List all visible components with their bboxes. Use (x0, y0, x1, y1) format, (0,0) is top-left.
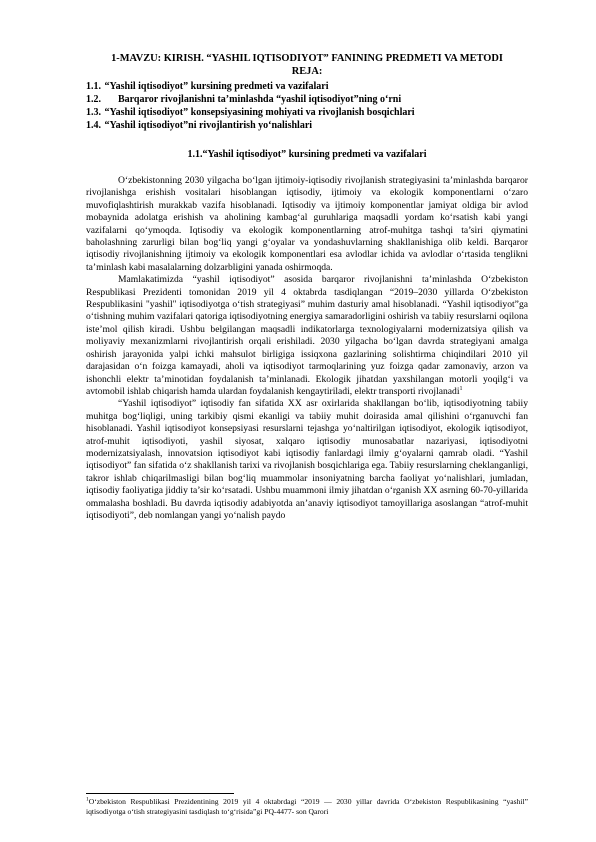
plan-item (86, 93, 528, 106)
plan-item-text: “Yashil iqtisodiyot”ni rivojlantirish yo‘nalishlari (104, 120, 313, 131)
section-heading: 1.1.“Yashil iqtisodiyot” kursining predmeti va vazifalari (187, 149, 427, 160)
plan-item-text: “Yashil iqtisodiyot” konsepsiyasining mohiyati va rivojlanish bosqichlari (104, 107, 415, 118)
plan-item (86, 119, 528, 132)
body-paragraph (86, 274, 528, 398)
plan-label: REJA: (291, 66, 323, 77)
plan-item-text: “Yashil iqtisodiyot” kursining predmeti va vazifalari (104, 81, 329, 92)
plan-item-number: 1.2. (86, 94, 101, 105)
plan-item-number: 1.3. (86, 107, 101, 118)
plan-item-number: 1.4. (86, 120, 101, 131)
plan-item-text: Barqaror rivojlanishni ta’minlashda “yashil iqtisodiyot”ning o‘rni (118, 94, 402, 105)
plan-item-number: 1.1. (86, 81, 101, 92)
plan-item (86, 106, 528, 119)
footnote-number: 1 (86, 796, 89, 803)
footnote (86, 797, 528, 817)
body-paragraph: “Yashil iqtisodiyot” iqtisodiy fan sifatida XX asr oxirlarida shakllangan bo‘lib, iqtisodiyotning tabiiy muhitga bog‘liqligi, uning tarkibiy qismi ekanligi va tabiiy muhit doirasida amal qilishini o‘rganuvchi fan hisoblanadi. Yashil iqtisodiyot konsepsiyasi resurslarni tejashga yo‘naltirilgan iqtisodiyot, ekologik iqtisodiyot, atrof-muhit iqtisodiyoti, yashil siyosat, xalqaro iqtisodiy munosabatlar nazariyasi, iqtisodiyotni modernizatsiyalash, innovatsion iqtisodiyot kabi iqtisodiy fanlardagi ilmiy g‘oyalarni qamrab oladi. “Yashil iqtisodiyot” fan sifatida o‘z shakllanish tarixi va rivojlanish bosqichlariga ega. Tabiiy resurslarning cheklanganligi, takror ishlab chiqarilmasligi bilan bog‘liq muammolar insoniyatning barcha faoliyat yo‘nalishlari, jumladan, iqtisodiy faoliyatiga jiddiy ta’sir ko‘rsatadi. Ushbu muammoni ilmiy jihatdan o‘rganish XX asrning 60-70-yillarida ommalasha boshladi. Bu davrda iqtisodiy adabiyotda an’anaviy iqtisodiyot tamoyillariga asoslangan “atrof-muhit iqtisodiyoti”, deb nomlangan yangi yo‘nalish paydo (86, 398, 528, 521)
footnote-divider (86, 793, 234, 794)
plan-list (86, 80, 528, 132)
body-paragraph: O‘zbekistonning 2030 yilgacha bo‘lgan ijtimoiy-iqtisodiy rivojlanish strategiyasini ta’minlashda barqaror rivojlanishga erishish vositalari hisoblangan iqtisodiy, ijtimoiy va ekologik komponentlarni o‘zaro muvofiqlashtirish murakkab vazifa hisoblanadi. Iqtisodiy va ijtimoiy komponentlar jamiyat oldiga bir avlod mobaynida adolatga erishish va aholining kambag‘al guruhlariga maqsadli yordam ko‘rsatish kabi yangi vazifalarni qo‘ymoqda. Iqtisodiy va ekologik komponentlarning atrof-muhitga tashqi ta’siri qiymatini baholashning zarurligi bilan bog‘liq yangi g‘oyalar va yondashuvlarning shakllanishiga olib keldi. Barqaror iqtisodiy rivojlanishning ijtimoiy va ekologik komponentlari esa avlodlar ichida va avlodlar o‘rtasida tenglikni ta’minlash kabi masalalarning dolzarbligini yanada oshirmoqda. (86, 175, 528, 273)
plan-item (86, 80, 528, 93)
footnote-reference[interactable]: 1 (459, 385, 463, 392)
footnote-text: O‘zbekiston Respublikasi Prezidentining 2019 yil 4 oktabrdagi “2019 — 2030 yillar davrida O‘zbekiston Respublikasining “yashil” iqtisodiyotga o‘tish strategiyasini tasdiqlash to‘g‘risida”gi PQ-4477- son Qarori (86, 797, 528, 816)
document-page (86, 52, 528, 522)
document-title: 1-MAVZU: KIRISH. “YASHIL IQTISODIYOT” FANINING PREDMETI VA METODI (111, 53, 503, 64)
body-paragraph-text: Mamlakatimizda “yashil iqtisodiyot” asosida barqaror rivojlanishni ta’minlashda O‘zbekiston Respublikasi Prezidenti tomonidan 2019 yil 4 oktabrda tasdiqlangan “2019–2030 yillarda O‘zbekiston Respublikasini "yashil" iqtisodiyotga o‘tish strategiyasi” muhim dasturiy amal hisoblanadi. “Yashil iqtisodiyot”ga o‘tishning muhim vazifalari qatoriga iqtisodiyotning energiya samaradorligini oshirish va tabiiy resurslarni oqilona iste’mol qilish kiradi. Ushbu belgilangan maqsadli indikatorlarga texnologiyalarni modernizatsiya qilish va moliyaviy mexanizmlarni rivojlantirish orqali erishiladi. 2030 yilgacha bo‘lgan davrda strategiyani amalga oshirish jarayonida yalpi ichki mahsulot birligiga issiqxona gazlarining solishtirma chiqindilari 2010 yil darajasidan o‘n foizga kamayadi, aholi va iqtisodiyot tarmoqlarining yuz foizga qadar zamonaviy, arzon va ishonchli elektr ta’minotidan foydalanish ta’minlanadi. Ekologik jihatdan yaxshilangan motorli yoqilg‘i va avtomobil ishlab chiqarish hamda ulardan foydalanish kengaytiriladi, elektr transporti rivojlanadi (86, 274, 528, 397)
